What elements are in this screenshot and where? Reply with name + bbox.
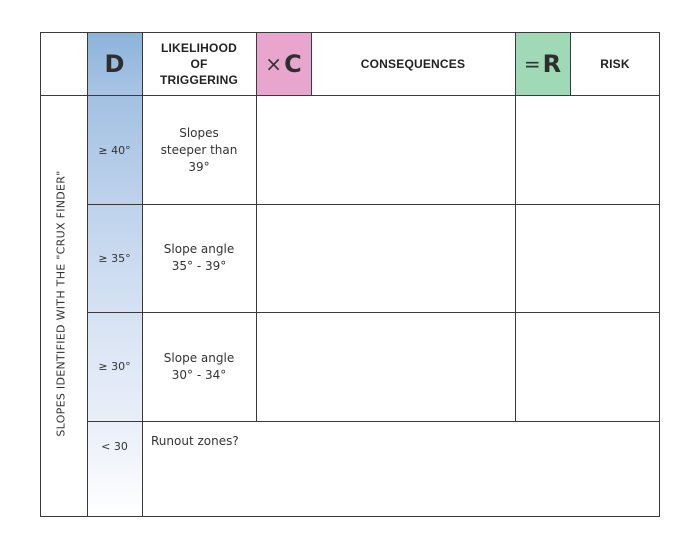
likelihood-header-label: LIKELIHOOD OF TRIGGERING <box>159 41 238 87</box>
col-divider-consequences <box>515 32 516 422</box>
row-divider-2 <box>87 312 660 313</box>
d-header-cell <box>87 32 142 96</box>
col-divider-r <box>570 32 571 96</box>
row-4-angle <box>87 421 142 517</box>
consequences-header-label: CONSEQUENCES <box>360 57 466 71</box>
row-3-description <box>142 312 256 421</box>
runout-zones-text: Runout zones? <box>151 434 239 448</box>
col-divider-c <box>311 32 312 96</box>
border-left <box>40 32 41 517</box>
slope-description: Slopes steeper than 39° <box>160 125 238 174</box>
row-4-description <box>151 430 451 450</box>
border-bottom <box>40 516 660 517</box>
slope-description: Slope angle 30° - 34° <box>163 350 235 382</box>
col-divider-side <box>87 32 88 517</box>
border-right <box>659 32 660 517</box>
c-header-cell <box>256 32 311 96</box>
consequences-header-cell <box>311 32 515 96</box>
risk-header-cell <box>570 32 660 96</box>
angle-label: ≥ 30° <box>98 360 131 373</box>
r-letter: R <box>542 50 562 78</box>
row-1-description <box>142 96 256 204</box>
c-letter: C <box>284 50 302 78</box>
d-letter: D <box>104 50 125 78</box>
risk-assessment-table <box>40 32 660 517</box>
row-divider-1 <box>87 204 660 205</box>
border-top <box>40 32 660 33</box>
row-1-angle <box>87 96 142 204</box>
likelihood-header-cell <box>142 32 256 96</box>
col-divider-d <box>142 32 143 517</box>
r-header-cell <box>515 32 570 96</box>
row-2-description <box>142 204 256 312</box>
multiply-operator: × <box>265 52 283 76</box>
angle-label: < 30 <box>101 440 128 453</box>
slope-description: Slope angle 35° - 39° <box>163 242 235 273</box>
side-label-crux-finder: SLOPES IDENTIFIED WITH THE "CRUX FINDER" <box>54 170 68 437</box>
header-divider <box>40 95 660 96</box>
row-3-angle <box>87 312 142 421</box>
risk-header-label: RISK <box>600 57 630 71</box>
angle-label: ≥ 40° <box>98 143 131 157</box>
row-2-angle <box>87 204 142 312</box>
row-divider-3 <box>87 421 660 422</box>
angle-label: ≥ 35° <box>98 251 131 265</box>
col-divider-likelihood <box>256 32 257 422</box>
equals-operator: = <box>523 52 541 76</box>
